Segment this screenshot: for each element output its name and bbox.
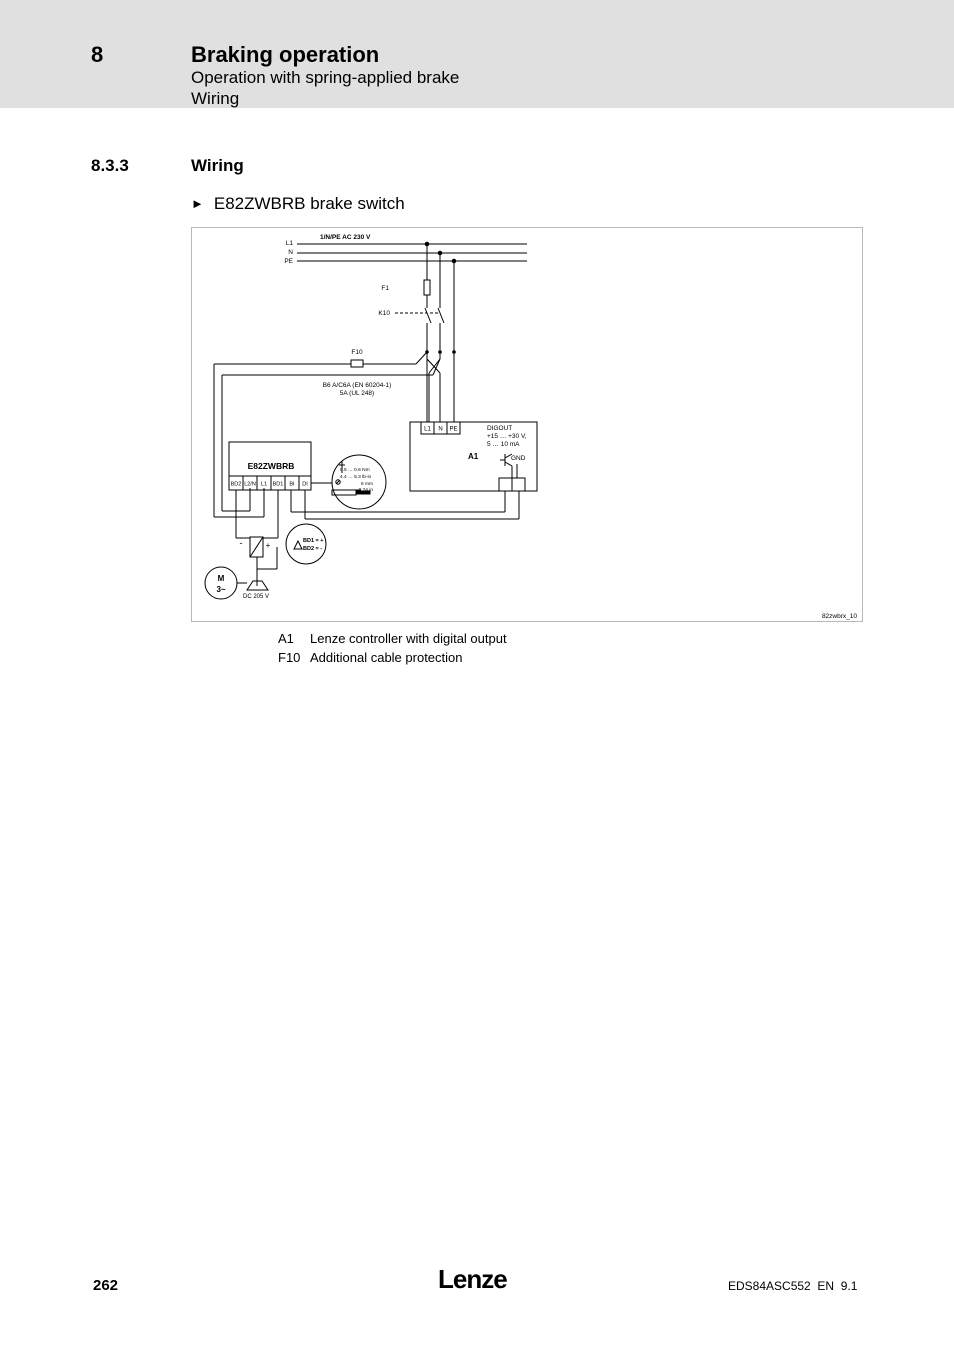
chapter-subtitle-2: Wiring	[191, 89, 240, 108]
supply-label: 1/N/PE AC 230 V	[320, 234, 371, 241]
terminal-di: DI	[302, 481, 308, 488]
terminal-bi: BI	[289, 481, 295, 488]
strip-in: 0.24 in	[358, 488, 373, 493]
wiring-diagram	[192, 228, 864, 623]
legend-row	[278, 648, 507, 667]
page-number: 262	[93, 1277, 119, 1294]
strip-mm: 6 mm	[361, 482, 373, 487]
a1-terminal-l1: L1	[424, 426, 431, 433]
legend-row	[278, 629, 507, 648]
torque-lbin: 4.4 … 5.3 lb-in	[340, 475, 372, 480]
brake-voltage: DC 205 V	[242, 594, 270, 600]
header-band	[0, 0, 954, 108]
polarity-bd2: BD2 = -	[303, 546, 323, 552]
subsection-heading	[191, 194, 405, 214]
figure-id: 82zwbrx_10	[821, 613, 857, 620]
fuse-rating-2: 5A (UL 248)	[339, 390, 375, 397]
digout-label-1: DIGOUT	[487, 425, 513, 432]
rectifier-minus: -	[239, 538, 243, 548]
legend-key: F10	[278, 650, 301, 665]
label-f10: F10	[351, 349, 363, 356]
legend-text: Additional cable protection	[310, 650, 463, 665]
wiring-diagram-frame	[191, 227, 863, 622]
terminal-bd2: BD2	[230, 481, 242, 488]
digout-label-3: 5 … 10 mA	[487, 441, 520, 448]
terminal-bd1: BD1	[272, 481, 284, 488]
terminal-l2n: L2/N	[244, 481, 256, 488]
a1-terminal-pe: PE	[449, 426, 458, 433]
terminal-l1: L1	[260, 481, 268, 488]
controller-name: A1	[468, 452, 479, 461]
fuse-rating-1: B6 A/C6A (EN 60204-1)	[322, 382, 392, 389]
subsection-title: E82ZWBRB brake switch	[213, 194, 405, 213]
legend-key: A1	[278, 631, 294, 646]
chapter-title: Braking operation	[191, 42, 380, 67]
section-title: Wiring	[191, 156, 244, 175]
rectifier-plus: +	[265, 541, 271, 550]
brake-switch-name: E82ZWBRB	[247, 461, 295, 471]
label-n: N	[288, 249, 293, 256]
motor-label: M	[217, 574, 225, 583]
a1-terminal-n: N	[438, 426, 443, 433]
legend-text: Lenze controller with digital output	[310, 631, 507, 646]
document-id: EDS84ASC552 EN 9.1	[728, 1279, 858, 1293]
triangle-arrow-icon: ►	[191, 196, 204, 211]
lenze-logo: Lenze	[438, 1264, 507, 1294]
label-l1: L1	[285, 240, 293, 247]
section-number: 8.3.3	[91, 156, 129, 175]
gnd-label: GND	[511, 455, 526, 462]
digout-label-2: +15 … +30 V,	[487, 433, 527, 440]
chapter-number: 8	[91, 42, 104, 67]
motor-phase: 3~	[216, 585, 226, 594]
figure-legend	[278, 629, 507, 667]
chapter-subtitle-1: Operation with spring-applied brake	[191, 68, 460, 87]
label-f1: F1	[381, 285, 389, 292]
polarity-bd1: BD1 = +	[303, 538, 324, 544]
torque-nm: 0.5 … 0.6 Nm	[340, 468, 370, 473]
label-pe: PE	[284, 258, 293, 265]
label-k10: K10	[378, 310, 390, 317]
